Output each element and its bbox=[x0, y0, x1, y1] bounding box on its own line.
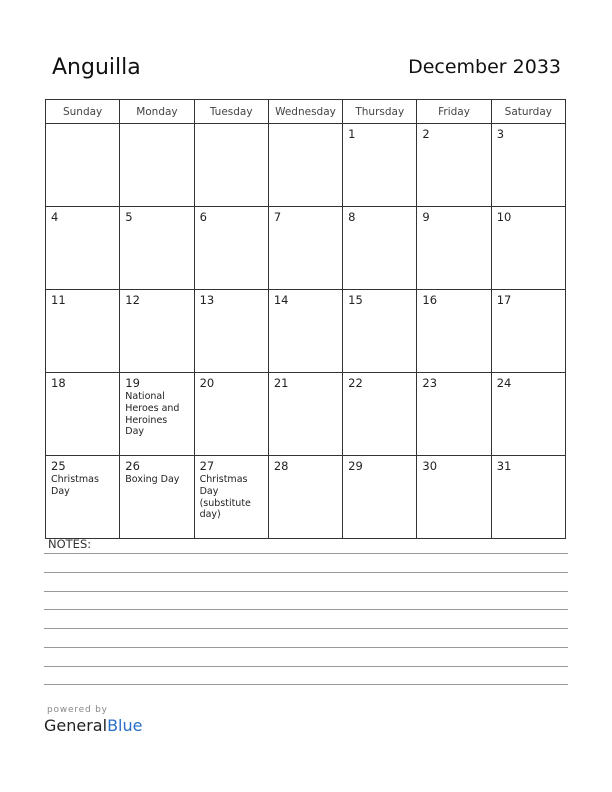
day-number: 12 bbox=[125, 293, 140, 307]
day-cell bbox=[417, 207, 491, 290]
weekday-header-row bbox=[46, 100, 566, 124]
day-cell bbox=[491, 207, 565, 290]
day-number: 13 bbox=[199, 293, 215, 307]
week-row bbox=[46, 290, 566, 373]
day-cell bbox=[120, 207, 194, 290]
day-number: 31 bbox=[496, 459, 512, 473]
weekday-thursday: Thursday bbox=[343, 100, 417, 124]
holiday-label: Boxing Day bbox=[125, 474, 180, 485]
day-cell bbox=[343, 456, 417, 539]
day-cell bbox=[120, 124, 194, 207]
day-number: 30 bbox=[422, 459, 438, 473]
day-number: 27 bbox=[199, 459, 215, 473]
day-number: 8 bbox=[348, 210, 356, 224]
day-number: 7 bbox=[273, 210, 282, 224]
day-number: 6 bbox=[199, 210, 207, 224]
day-number: 26 bbox=[125, 459, 140, 473]
calendar-month-title: December 2033 bbox=[408, 56, 561, 78]
day-cell bbox=[268, 290, 342, 373]
day-cell bbox=[120, 290, 194, 373]
day-number: 9 bbox=[422, 210, 430, 224]
week-row bbox=[46, 456, 566, 539]
day-cell bbox=[268, 373, 342, 456]
day-number: 14 bbox=[273, 293, 289, 307]
day-cell bbox=[46, 124, 120, 207]
day-number: 11 bbox=[51, 293, 66, 307]
day-number: 25 bbox=[51, 459, 66, 473]
calendar-body bbox=[46, 124, 566, 539]
weekday-tuesday: Tuesday bbox=[194, 100, 268, 124]
calendar-grid bbox=[45, 99, 566, 539]
day-cell bbox=[343, 373, 417, 456]
day-cell bbox=[46, 373, 120, 456]
day-cell bbox=[268, 207, 342, 290]
day-cell bbox=[46, 207, 120, 290]
note-line bbox=[44, 553, 568, 554]
holiday-label: Christmas Day (substitute day) bbox=[199, 474, 251, 521]
day-number: 3 bbox=[496, 127, 505, 141]
weekday-wednesday: Wednesday bbox=[268, 100, 342, 124]
day-number: 2 bbox=[422, 127, 430, 141]
day-cell bbox=[120, 456, 194, 539]
day-number: 22 bbox=[348, 376, 363, 390]
day-cell bbox=[343, 207, 417, 290]
day-number: 20 bbox=[199, 376, 215, 390]
week-row bbox=[46, 207, 566, 290]
day-number: 28 bbox=[273, 459, 289, 473]
weekday-sunday: Sunday bbox=[46, 100, 120, 124]
day-cell bbox=[491, 290, 565, 373]
day-cell bbox=[417, 373, 491, 456]
day-cell bbox=[46, 456, 120, 539]
day-cell bbox=[343, 290, 417, 373]
day-cell bbox=[268, 124, 342, 207]
day-cell bbox=[417, 456, 491, 539]
day-number: 17 bbox=[496, 293, 512, 307]
note-line bbox=[44, 628, 568, 629]
day-cell bbox=[491, 124, 565, 207]
note-line bbox=[44, 572, 568, 573]
day-cell bbox=[194, 290, 268, 373]
day-number: 5 bbox=[125, 210, 133, 224]
powered-by-text: powered by bbox=[47, 705, 108, 715]
day-number: 21 bbox=[273, 376, 289, 390]
day-number: 29 bbox=[348, 459, 363, 473]
note-line bbox=[44, 591, 568, 592]
holiday-label: National Heroes and Heroines Day bbox=[125, 391, 180, 438]
calendar-country-title: Anguilla bbox=[52, 55, 141, 80]
day-cell bbox=[194, 207, 268, 290]
day-number: 15 bbox=[348, 293, 363, 307]
note-line bbox=[44, 666, 568, 667]
day-cell bbox=[194, 373, 268, 456]
day-number: 16 bbox=[422, 293, 438, 307]
day-cell bbox=[491, 373, 565, 456]
day-number: 4 bbox=[51, 210, 59, 224]
day-cell bbox=[417, 124, 491, 207]
weekday-friday: Friday bbox=[417, 100, 491, 124]
day-cell bbox=[491, 456, 565, 539]
day-number: 23 bbox=[422, 376, 438, 390]
day-cell bbox=[343, 124, 417, 207]
generalblue-logo bbox=[44, 716, 142, 735]
day-number: 19 bbox=[125, 376, 140, 390]
note-line bbox=[44, 684, 568, 685]
day-number: 10 bbox=[496, 210, 512, 224]
brand-blue: Blue bbox=[107, 716, 143, 735]
day-number: 18 bbox=[51, 376, 66, 390]
holiday-label: Christmas Day bbox=[51, 474, 99, 497]
day-number: 1 bbox=[348, 127, 356, 141]
weekday-saturday: Saturday bbox=[491, 100, 565, 124]
day-cell bbox=[417, 290, 491, 373]
day-cell bbox=[120, 373, 194, 456]
brand-general: General bbox=[44, 716, 108, 735]
day-number: 24 bbox=[496, 376, 512, 390]
weekday-monday: Monday bbox=[120, 100, 194, 124]
week-row bbox=[46, 124, 566, 207]
day-cell bbox=[194, 124, 268, 207]
note-line bbox=[44, 647, 568, 648]
week-row bbox=[46, 373, 566, 456]
notes-label: NOTES: bbox=[48, 537, 92, 551]
day-cell bbox=[46, 290, 120, 373]
day-cell bbox=[268, 456, 342, 539]
note-line bbox=[44, 609, 568, 610]
day-cell bbox=[194, 456, 268, 539]
